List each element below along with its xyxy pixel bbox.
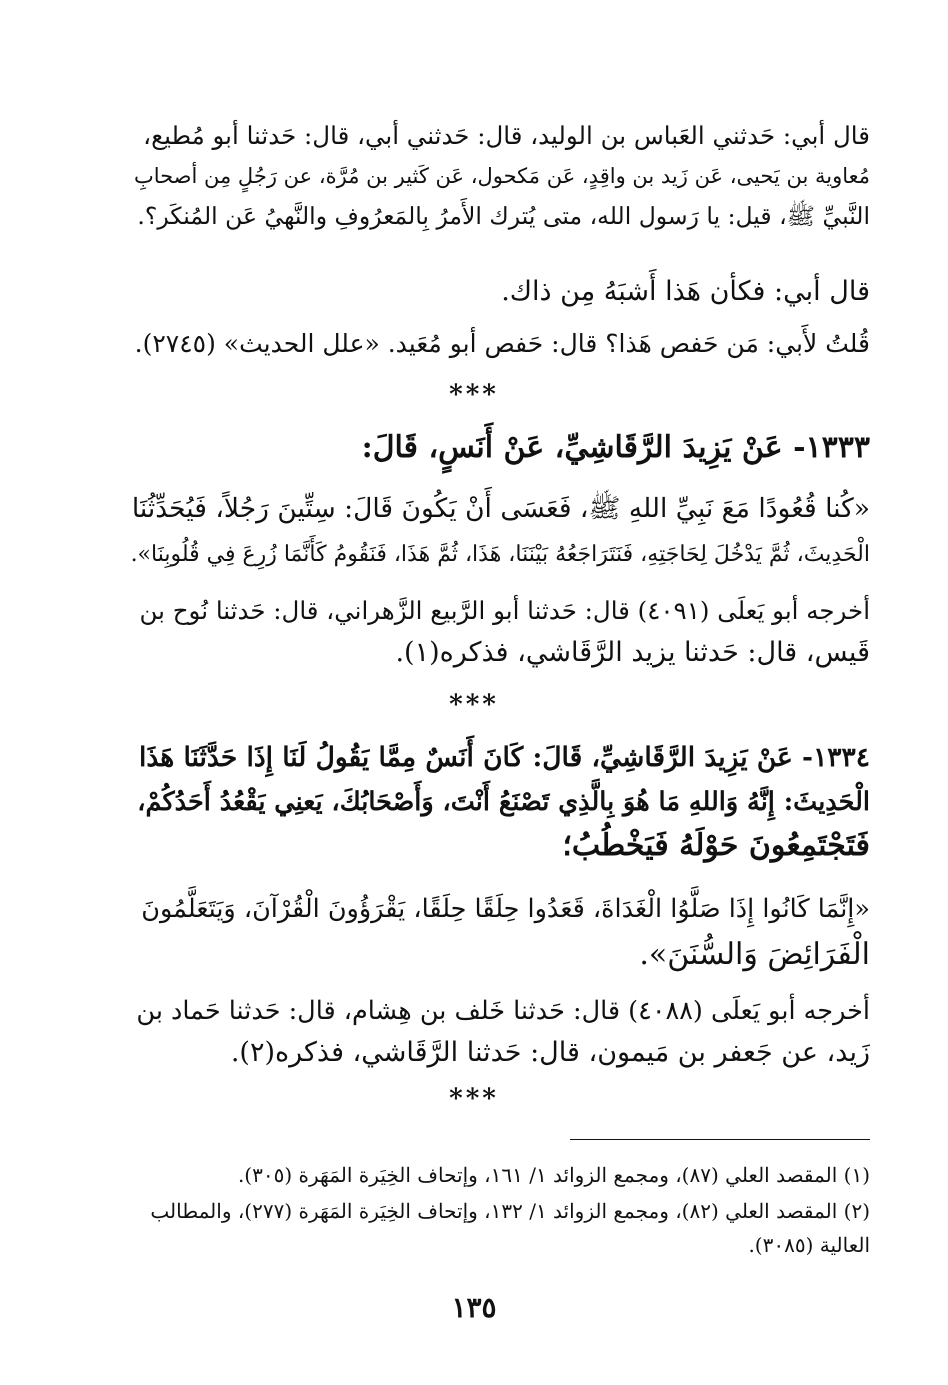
- text-line: قال أبي: حَدثني العَباس بن الوليد، قال: حَدثني أبي، قال: حَدثنا أبو مُطيع،: [143, 121, 870, 150]
- footnote-1: (١) المقصد العلي (٨٧)، ومجمع الزوائد ١/ ١٦١، وإتحاف الخِيَرة المَهَرة (٣٠٥).: [237, 1163, 870, 1187]
- paragraph-question: [130, 324, 870, 364]
- footnote-divider: [570, 1139, 870, 1140]
- text-line: قال أبي: فكأن هَذا أَشبَهُ مِن ذاك.: [501, 276, 870, 307]
- hadith-title-line: الْحَدِيثَ: إِنَّهُ وَاللهِ مَا هُوَ بِالَّذِي تَصْنَعُ أَنْتَ، وَأَصْحَابُكَ، يَعنِي يَقْعُدُ أَحَدُكُمْ،: [137, 787, 870, 817]
- hadith-1333-source: [130, 590, 870, 674]
- text-line: مُعاوية بن يَحيى، عَن زَيد بن واقِدٍ، عَن مَكحول، عَن كَثير بن مُرَّة، عن رَجُلٍ مِن أصحابِ: [133, 164, 870, 188]
- hadith-title-line: ١٣٣٣- عَنْ يَزِيدَ الرَّقَاشِيِّ، عَنْ أَنَسٍ، قَالَ:: [361, 430, 870, 465]
- hadith-title-line: فَتَجْتَمِعُونَ حَوْلَهُ فَيَخْطُبُ؛: [562, 828, 870, 863]
- footnote-2: (٢) المقصد العلي (٨٢)، ومجمع الزوائد ١/ ١٣٢، وإتحاف الخِيَرة المَهَرة (٢٧٧)، والمطالب: [150, 1199, 870, 1223]
- hadith-text-line: «إِنَّمَا كَانُوا إِذَا صَلَّوُا الْغَدَاةَ، قَعَدُوا حِلَقًا حِلَقًا، يَقْرَؤُونَ الْقُرْآنَ، وَيَتَعَلَّمُونَ: [141, 894, 870, 924]
- hadith-1334-heading: [130, 736, 870, 868]
- hadith-text-line: «كُنا قُعُودًا مَعَ نَبِيِّ اللهِ ﷺ، فَعَسَى أَنْ يَكُونَ قَالَ: سِتِّينَ رَجُلاً، فَيُحَدِّثُنَا: [131, 493, 870, 524]
- section-separator: ***: [449, 380, 499, 410]
- text-line: النَّبيِّ ﷺ، قيل: يا رَسول الله، متى يُترك الأَمرُ بِالمَعرُوفِ والنَّهيُ عَن المُنكَر؟.: [137, 202, 870, 230]
- hadith-1333-text: [130, 486, 870, 578]
- text-line: قُلتُ لأَبي: مَن حَفص هَذا؟ قال: حَفص أبو مُعَيد. «علل الحديث» (٢٧٤٥).: [134, 329, 870, 358]
- source-line: قَيس، قال: حَدثنا يزيد الرَّقَاشي، فذكره(١).: [395, 637, 870, 668]
- hadith-title-line: ١٣٣٤- عَنْ يَزِيدَ الرَّقَاشِيِّ، قَالَ: كَانَ أَنَسٌ مِمَّا يَقُولُ لَنَا إِذَا حَدَّثَنَا هَذَا: [139, 742, 870, 773]
- source-line: أخرجه أبو يَعلَى (٤٠٩١) قال: حَدثنا أبو الرَّبيع الزَّهراني، قال: حَدثنا نُوح بن: [139, 596, 870, 625]
- hadith-text-line: الْفَرَائِضَ وَالسُّنَنَ».: [639, 937, 870, 972]
- footnote-2-continued: العالية (٣٠٨٥).: [748, 1233, 870, 1257]
- page-number: ١٣٥: [451, 1291, 497, 1324]
- section-separator: ***: [449, 1084, 499, 1114]
- hadith-1334-text: [130, 886, 870, 978]
- paragraph-comment: [130, 272, 870, 312]
- source-line: زَيد، عن جَعفر بن مَيمون، قال: حَدثنا الرَّقَاشي، فذكره(٢).: [230, 1037, 870, 1068]
- paragraph-isnad: [130, 116, 870, 236]
- source-line: أخرجه أبو يَعلَى (٤٠٨٨) قال: حَدثنا خَلف بن هِشام، قال: حَدثنا حَماد بن: [136, 996, 870, 1026]
- hadith-text-line: الْحَدِيثَ، ثُمَّ يَدْخُلَ لِحَاجَتِهِ، فَنَتَرَاجَعُهُ بَيْنَنَا، هَذَا، ثُمَّ هَذَا، فَنَقُومُ كَأَنَّمَا زُرِعَ فِي قُلُوبِنَا».: [130, 542, 870, 567]
- hadith-1334-source: [130, 990, 870, 1074]
- section-separator: ***: [449, 690, 499, 720]
- hadith-1333-heading: [130, 428, 870, 468]
